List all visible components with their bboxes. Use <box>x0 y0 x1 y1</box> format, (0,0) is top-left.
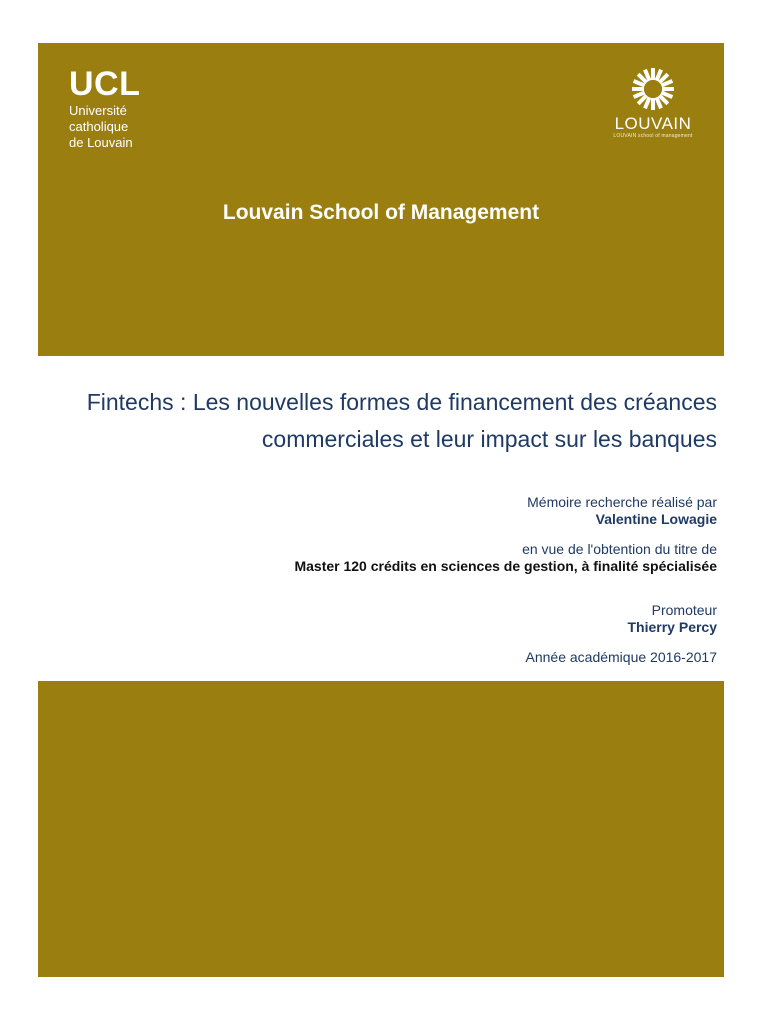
academic-year: Année académique 2016-2017 <box>525 649 717 665</box>
degree-label: en vue de l'obtention du titre de <box>522 541 717 557</box>
degree-block <box>57 541 717 575</box>
louvain-wordmark: LOUVAIN <box>614 114 692 133</box>
memoire-block <box>57 494 717 528</box>
header-band <box>38 43 724 356</box>
ucl-logo-line-2: catholique <box>69 119 129 134</box>
school-name: Louvain School of Management <box>222 201 540 224</box>
louvain-tagline: LOUVAIN school of management <box>613 133 693 139</box>
promoteur-name: Thierry Percy <box>627 619 717 635</box>
promoteur-label: Promoteur <box>651 602 717 618</box>
ucl-wordmark: UCL <box>69 65 141 103</box>
footer-band <box>38 681 724 977</box>
author-name: Valentine Lowagie <box>595 511 717 527</box>
memoire-label: Mémoire recherche réalisé par <box>527 494 717 510</box>
thesis-title-line-2: commerciales et leur impact sur les banques <box>261 426 717 452</box>
thesis-title-line-1: Fintechs : Les nouvelles formes de financement des créances <box>86 389 717 415</box>
louvain-sunburst-icon <box>631 67 675 111</box>
promoteur-block <box>57 602 717 636</box>
degree-name: Master 120 crédits en sciences de gestion, à finalité spécialisée <box>294 558 717 574</box>
thesis-title <box>57 384 717 458</box>
louvain-logo <box>608 67 698 139</box>
ucl-logo-line-1: Université <box>69 103 127 118</box>
ucl-logo-line-3: de Louvain <box>69 135 133 150</box>
ucl-logo <box>69 67 140 149</box>
